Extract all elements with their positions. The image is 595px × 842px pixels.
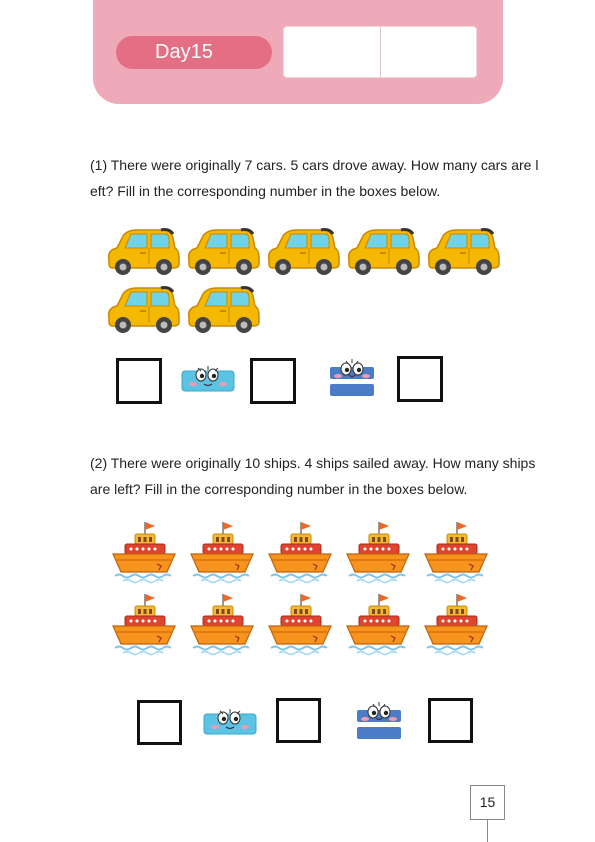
page-number: 15 [470,785,505,820]
ship-icon [267,520,333,589]
day-label: Day15 [116,36,272,69]
ship-icon [345,520,411,589]
page-number-line [487,820,488,842]
answer-box-5[interactable] [276,698,321,743]
ship-icon [111,592,177,661]
ship-icon [267,592,333,661]
car-icon [423,226,501,281]
question-1-line-1: (1) There were originally 7 cars. 5 cars drove away. How many cars are l [90,157,539,173]
question-1-line-2: eft? Fill in the corresponding number in the boxes below. [90,183,441,199]
date-box[interactable] [283,26,477,78]
car-icon [343,226,421,281]
ship-icon [189,520,255,589]
ship-icon [345,592,411,661]
question-1 [90,152,539,204]
car-icon [103,226,181,281]
equals-sign-icon [326,355,378,401]
car-icon [183,226,261,281]
car-icon [103,284,181,339]
date-box-divider [380,27,381,77]
answer-box-4[interactable] [137,700,182,745]
answer-box-6[interactable] [428,698,473,743]
question-2 [90,450,536,502]
answer-box-3[interactable] [397,356,443,402]
car-icon [263,226,341,281]
minus-sign-icon [202,703,258,739]
question-2-line-2: are left? Fill in the corresponding number in the boxes below. [90,481,468,497]
car-icon [183,284,261,339]
answer-box-2[interactable] [250,358,296,404]
ship-icon [423,592,489,661]
question-2-line-1: (2) There were originally 10 ships. 4 ships sailed away. How many ships [90,455,536,471]
ship-icon [111,520,177,589]
answer-box-1[interactable] [116,358,162,404]
ship-icon [189,592,255,661]
minus-sign-icon [180,360,236,396]
equals-sign-icon [353,698,405,744]
ship-icon [423,520,489,589]
